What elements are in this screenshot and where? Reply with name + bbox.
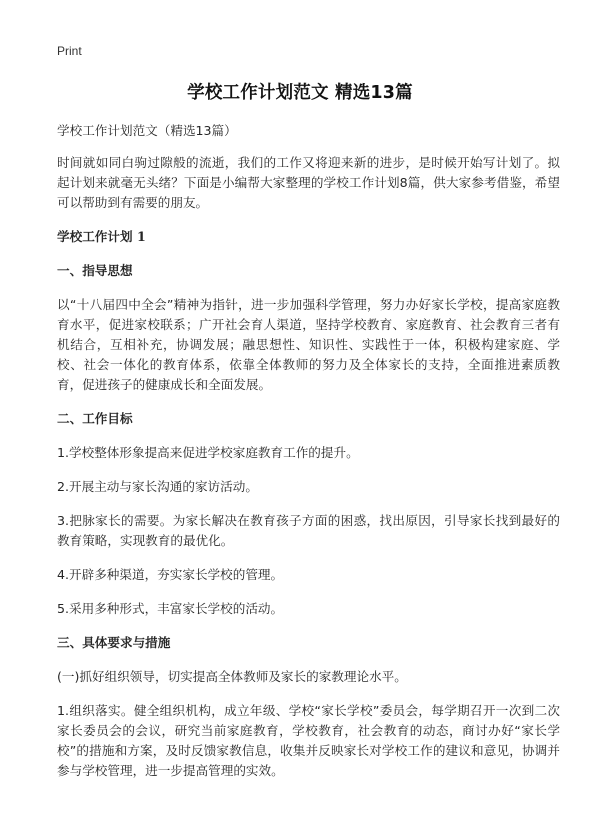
work-goal-item: 2.开展主动与家长沟通的家访活动。: [57, 479, 258, 494]
section-heading-guiding-ideology: 一、指导思想: [57, 263, 133, 278]
guiding-ideology-paragraph: 以“十八届四中全会”精神为指针，进一步加强科学管理，努力办好家长学校，提高家庭教育水平，促进家校联系；广开社会育人渠道，坚持学校教育、家庭教育、社会教育三者有机结合，互相补充，协调发展；融思想性、知识性、实践性于一体，积极构建家庭、学校、社会一体化的教育体系，依靠全体教师的努力及全体家长的支持，全面推进素质教育，促进孩子的健康成长和全面发展。: [57, 297, 560, 392]
print-link[interactable]: Print: [57, 44, 82, 58]
article-body: [57, 121, 560, 795]
requirements-item: 1.组织落实。健全组织机构，成立年级、学校“家长学校”委员会，每学期召开一次到二次家长委员会的会议，研究当前家庭教育，学校教育，社会教育的动态，商讨办好“家长学校”的措施和方案，及时反馈家教信息，收集并反映家长对学校工作的建议和意见，协调并参与学校管理，进一步提高管理的实效。: [57, 703, 560, 778]
article-subtitle: 学校工作计划范文（精选13篇）: [57, 123, 237, 138]
plan-heading: 学校工作计划 1: [57, 229, 146, 244]
section-heading-work-goals: 二、工作目标: [57, 411, 133, 426]
work-goal-item: 5.采用多种形式，丰富家长学校的活动。: [57, 601, 284, 616]
work-goal-item: 4.开辟多种渠道，夯实家长学校的管理。: [57, 567, 284, 582]
intro-paragraph: 时间就如同白驹过隙般的流逝，我们的工作又将迎来新的进步，是时候开始写计划了。拟起计划来就毫无头绪？下面是小编帮大家整理的学校工作计划8篇，供大家参考借鉴，希望可以帮助到有需要的朋友。: [57, 155, 560, 210]
section-heading-requirements: 三、具体要求与措施: [57, 635, 171, 650]
work-goal-item: 3.把脉家长的需要。为家长解决在教育孩子方面的困惑，找出原因，引导家长找到最好的教育策略，实现教育的最优化。: [57, 513, 560, 548]
requirements-subheading: (一)抓好组织领导，切实提高全体教师及家长的家教理论水平。: [57, 669, 407, 684]
page-title: 学校工作计划范文 精选13篇: [187, 83, 413, 103]
work-goal-item: 1.学校整体形象提高来促进学校家庭教育工作的提升。: [57, 445, 359, 460]
